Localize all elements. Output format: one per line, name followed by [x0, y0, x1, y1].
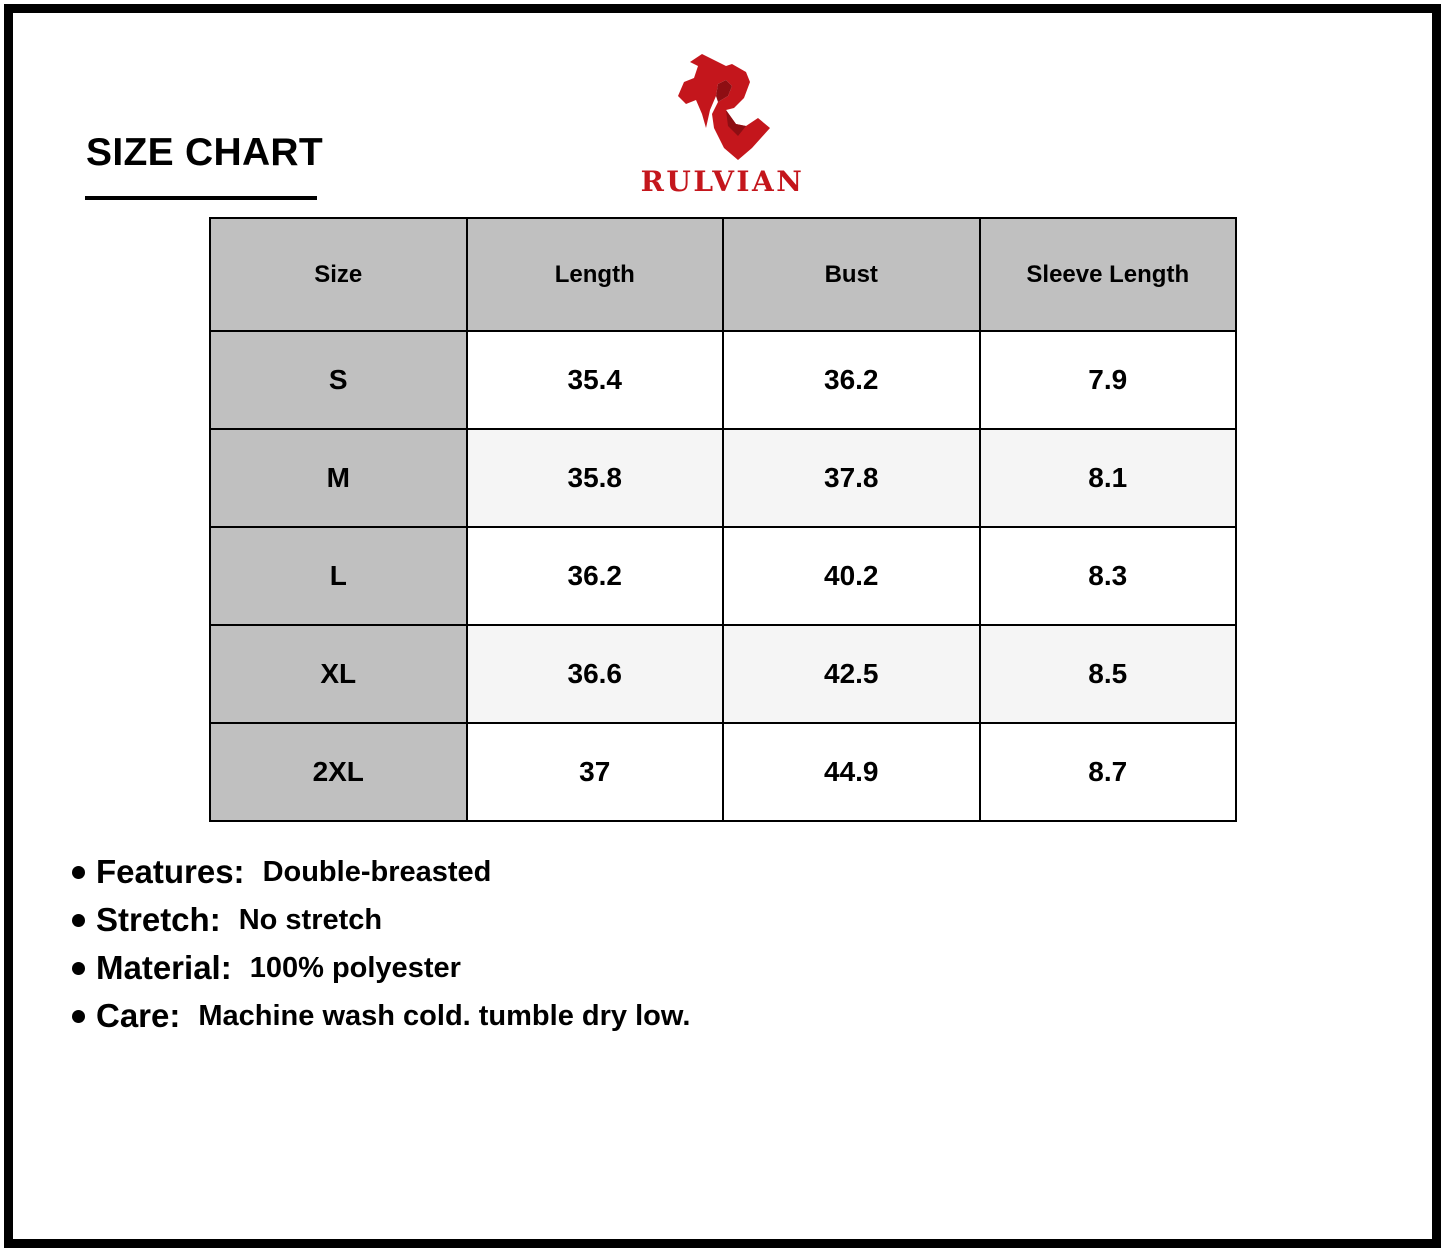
feature-label: Stretch:	[96, 901, 221, 938]
feature-label: Material:	[96, 949, 232, 986]
bust-cell: 40.2	[723, 527, 980, 625]
size-chart-table	[209, 217, 1237, 822]
length-cell: 36.6	[467, 625, 724, 723]
size-cell: S	[210, 331, 467, 429]
table-row	[210, 723, 1236, 821]
feature-value: No stretch	[238, 903, 383, 936]
brand-name: RULVIAN	[640, 165, 805, 198]
bullet-icon	[72, 914, 85, 927]
feature-value: Machine wash cold. tumble dry low.	[198, 999, 691, 1032]
header-sleeve-length: Sleeve Length	[980, 218, 1237, 331]
header-bust: Bust	[723, 218, 980, 331]
product-details-list	[72, 848, 690, 1040]
bullet-icon	[72, 866, 85, 879]
bust-cell: 42.5	[723, 625, 980, 723]
table-row	[210, 331, 1236, 429]
length-cell: 36.2	[467, 527, 724, 625]
brand-logo-icon	[674, 52, 772, 162]
feature-label: Features:	[96, 853, 245, 890]
header-length: Length	[467, 218, 724, 331]
length-cell: 37	[467, 723, 724, 821]
size-cell: L	[210, 527, 467, 625]
sleeve-length-cell: 7.9	[980, 331, 1237, 429]
table-header-row	[210, 218, 1236, 331]
header-size: Size	[210, 218, 467, 331]
list-item	[72, 944, 690, 992]
table-row	[210, 429, 1236, 527]
bust-cell: 36.2	[723, 331, 980, 429]
feature-value: Double-breasted	[262, 855, 492, 888]
sleeve-length-cell: 8.5	[980, 625, 1237, 723]
size-cell: 2XL	[210, 723, 467, 821]
page-title: SIZE CHART	[86, 131, 323, 174]
list-item	[72, 992, 690, 1040]
bust-cell: 37.8	[723, 429, 980, 527]
feature-label: Care:	[96, 997, 181, 1034]
list-item	[72, 896, 690, 944]
size-cell: XL	[210, 625, 467, 723]
bullet-icon	[72, 962, 85, 975]
sleeve-length-cell: 8.7	[980, 723, 1237, 821]
table-row	[210, 625, 1236, 723]
table-row	[210, 527, 1236, 625]
bust-cell: 44.9	[723, 723, 980, 821]
length-cell: 35.4	[467, 331, 724, 429]
length-cell: 35.8	[467, 429, 724, 527]
sleeve-length-cell: 8.3	[980, 527, 1237, 625]
feature-value: 100% polyester	[249, 951, 461, 984]
title-underline	[85, 196, 317, 200]
sleeve-length-cell: 8.1	[980, 429, 1237, 527]
bullet-icon	[72, 1010, 85, 1023]
list-item	[72, 848, 690, 896]
size-cell: M	[210, 429, 467, 527]
